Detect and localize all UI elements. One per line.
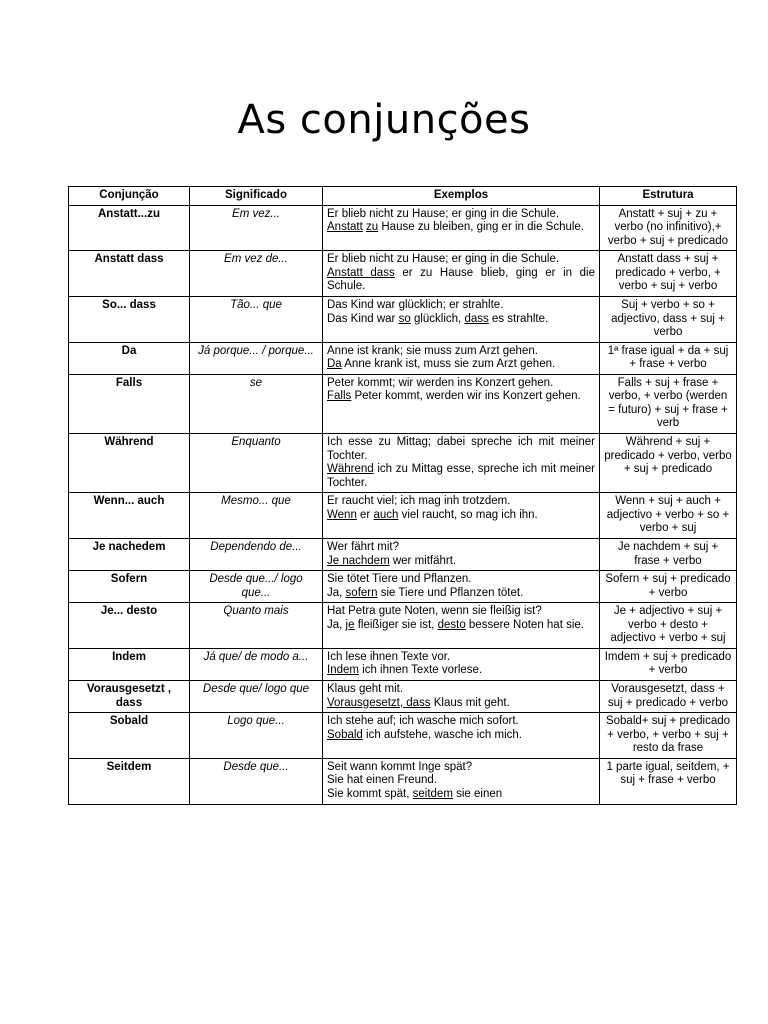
example-line: Klaus geht mit. <box>327 683 404 695</box>
cell-conjuncao: Anstatt...zu <box>69 205 190 251</box>
cell-exemplos <box>323 538 600 570</box>
cell-conjuncao: So... dass <box>69 296 190 342</box>
table-row <box>69 571 737 603</box>
example-line: Ich stehe auf; ich wasche mich sofort. <box>327 715 519 728</box>
cell-estrutura: Imdem + suj + predicado + verbo <box>600 648 737 680</box>
example-line: Wenn er auch viel raucht, so mag ich ihn. <box>327 508 538 521</box>
cell-estrutura: Während + suj + predicado + verbo, verbo + suj + predicado <box>600 434 737 493</box>
page-title: As conjunções <box>237 97 531 143</box>
table-row <box>69 251 737 297</box>
cell-significado: Mesmo... que <box>190 493 323 539</box>
table-row <box>69 538 737 570</box>
example-line: Ich esse zu Mittag; dabei spreche ich mit meiner Tochter. <box>327 436 595 462</box>
cell-estrutura: Suj + verbo + so + adjectivo, dass + suj + verbo <box>600 296 737 342</box>
example-line: Er raucht viel; ich mag inh trotzdem. <box>327 495 511 508</box>
example-line: Anstatt zu Hause zu bleiben, ging er in die Schule. <box>327 221 585 234</box>
example-line: Während ich zu Mittag esse, spreche ich mit meiner Tochter. <box>327 463 595 489</box>
table-body <box>69 205 737 804</box>
cell-significado: Desde que/ logo que <box>190 681 323 713</box>
example-line: Das Kind war so glücklich, dass es strahlte. <box>327 312 549 325</box>
cell-conjuncao: Seitdem <box>69 758 190 804</box>
example-line: Das Kind war glücklich; er strahlte. <box>327 298 504 311</box>
cell-exemplos <box>323 493 600 539</box>
example-line: Anstatt dass er zu Hause blieb, ging er in die Schule. <box>327 266 595 293</box>
example-line: Ja, je fleißiger sie ist, desto bessere Noten hat sie. <box>327 618 584 631</box>
cell-significado: Logo que... <box>190 713 323 759</box>
cell-estrutura: Falls + suj + frase + verbo, + verbo (werden = futuro) + suj + frase + verb <box>600 374 737 433</box>
cell-significado: Desde que... <box>190 758 323 804</box>
cell-exemplos <box>323 758 600 804</box>
cell-exemplos <box>323 434 600 493</box>
cell-exemplos <box>323 296 600 342</box>
column-header-significado: Significado <box>190 187 323 206</box>
cell-significado: Quanto mais <box>190 603 323 649</box>
example-line: Sie hat einen Freund. <box>327 774 437 787</box>
example-line: Je nachdem wer mitfährt. <box>327 554 457 567</box>
cell-exemplos <box>323 251 600 297</box>
example-line: Sie kommt spät, seitdem sie einen <box>327 787 503 800</box>
table-row <box>69 648 737 680</box>
example-line: Ich lese ihnen Texte vor. <box>327 650 451 663</box>
cell-exemplos <box>323 342 600 374</box>
example-line: Vorausgesetzt, dass Klaus mit geht. <box>327 696 510 709</box>
cell-exemplos <box>323 603 600 649</box>
cell-conjuncao: Sofern <box>69 571 190 603</box>
cell-conjuncao: Indem <box>69 648 190 680</box>
cell-exemplos <box>323 648 600 680</box>
cell-estrutura: Sofern + suj + predicado + verbo <box>600 571 737 603</box>
example-line: Anne ist krank; sie muss zum Arzt gehen. <box>327 344 538 357</box>
table-row <box>69 713 737 759</box>
cell-conjuncao: Anstatt dass <box>69 251 190 297</box>
example-line: Seit wann kommt Inge spät? <box>327 760 473 773</box>
cell-exemplos <box>323 681 600 713</box>
cell-significado: Já porque... / porque... <box>190 342 323 374</box>
table-row <box>69 603 737 649</box>
cell-significado: Desde que.../ logo que... <box>190 571 323 603</box>
table-row <box>69 758 737 804</box>
cell-exemplos <box>323 571 600 603</box>
cell-conjuncao: Falls <box>69 374 190 433</box>
cell-conjuncao: Wenn... auch <box>69 493 190 539</box>
cell-estrutura: Je + adjectivo + suj + verbo + desto + adjectivo + verbo + suj <box>600 603 737 649</box>
conjunctions-table <box>68 186 737 805</box>
cell-estrutura: Anstatt dass + suj + predicado + verbo, + verbo + suj + verbo <box>600 251 737 297</box>
cell-estrutura: Je nachdem + suj + frase + verbo <box>600 538 737 570</box>
cell-estrutura: 1ª frase igual + da + suj + frase + verbo <box>600 342 737 374</box>
example-line: Er blieb nicht zu Hause; er ging in die Schule. <box>327 253 560 266</box>
cell-estrutura: Sobald+ suj + predicado + verbo, + verbo + suj + resto da frase <box>600 713 737 759</box>
cell-significado: Enquanto <box>190 434 323 493</box>
example-line: Ja, sofern sie Tiere und Pflanzen tötet. <box>327 586 524 599</box>
cell-conjuncao: Je... desto <box>69 603 190 649</box>
column-header-estrutura: Estrutura <box>600 187 737 206</box>
cell-conjuncao: Sobald <box>69 713 190 759</box>
table-row <box>69 434 737 493</box>
table-row <box>69 205 737 251</box>
cell-exemplos <box>323 205 600 251</box>
cell-estrutura: Anstatt + suj + zu + verbo (no infinitivo),+ verbo + suj + predicado <box>600 205 737 251</box>
example-line: Falls Peter kommt, werden wir ins Konzert gehen. <box>327 390 581 403</box>
column-header-conjuncao: Conjunção <box>69 187 190 206</box>
cell-significado: Em vez de... <box>190 251 323 297</box>
cell-estrutura: 1 parte igual, seitdem, + suj + frase + verbo <box>600 758 737 804</box>
example-line: Wer fährt mit? <box>327 540 399 553</box>
table-row <box>69 493 737 539</box>
cell-conjuncao: Da <box>69 342 190 374</box>
column-header-exemplos: Exemplos <box>323 187 600 206</box>
example-line: Sobald ich aufstehe, wasche ich mich. <box>327 728 522 741</box>
cell-significado: Já que/ de modo a... <box>190 648 323 680</box>
cell-significado: Em vez... <box>190 205 323 251</box>
table-row <box>69 296 737 342</box>
example-line: Peter kommt; wir werden ins Konzert gehen. <box>327 376 554 389</box>
table-header-row <box>69 187 737 206</box>
table-row <box>69 342 737 374</box>
cell-conjuncao: Vorausgesetzt , dass <box>69 681 190 713</box>
table-row <box>69 374 737 433</box>
cell-exemplos <box>323 374 600 433</box>
cell-significado: Dependendo de... <box>190 538 323 570</box>
table-row <box>69 681 737 713</box>
cell-significado: Tão... que <box>190 296 323 342</box>
cell-estrutura: Vorausgesetzt, dass + suj + predicado + verbo <box>600 681 737 713</box>
example-line: Hat Petra gute Noten, wenn sie fleißig ist? <box>327 605 542 618</box>
example-line: Indem ich ihnen Texte vorlese. <box>327 664 483 677</box>
example-line: Er blieb nicht zu Hause; er ging in die Schule. <box>327 207 560 220</box>
cell-estrutura: Wenn + suj + auch + adjectivo + verbo + so + verbo + suj <box>600 493 737 539</box>
example-line: Sie tötet Tiere und Pflanzen. <box>327 573 472 586</box>
cell-conjuncao: Während <box>69 434 190 493</box>
example-line: Da Anne krank ist, muss sie zum Arzt gehen. <box>327 358 556 371</box>
cell-significado: se <box>190 374 323 433</box>
cell-conjuncao: Je nachedem <box>69 538 190 570</box>
cell-exemplos <box>323 713 600 759</box>
